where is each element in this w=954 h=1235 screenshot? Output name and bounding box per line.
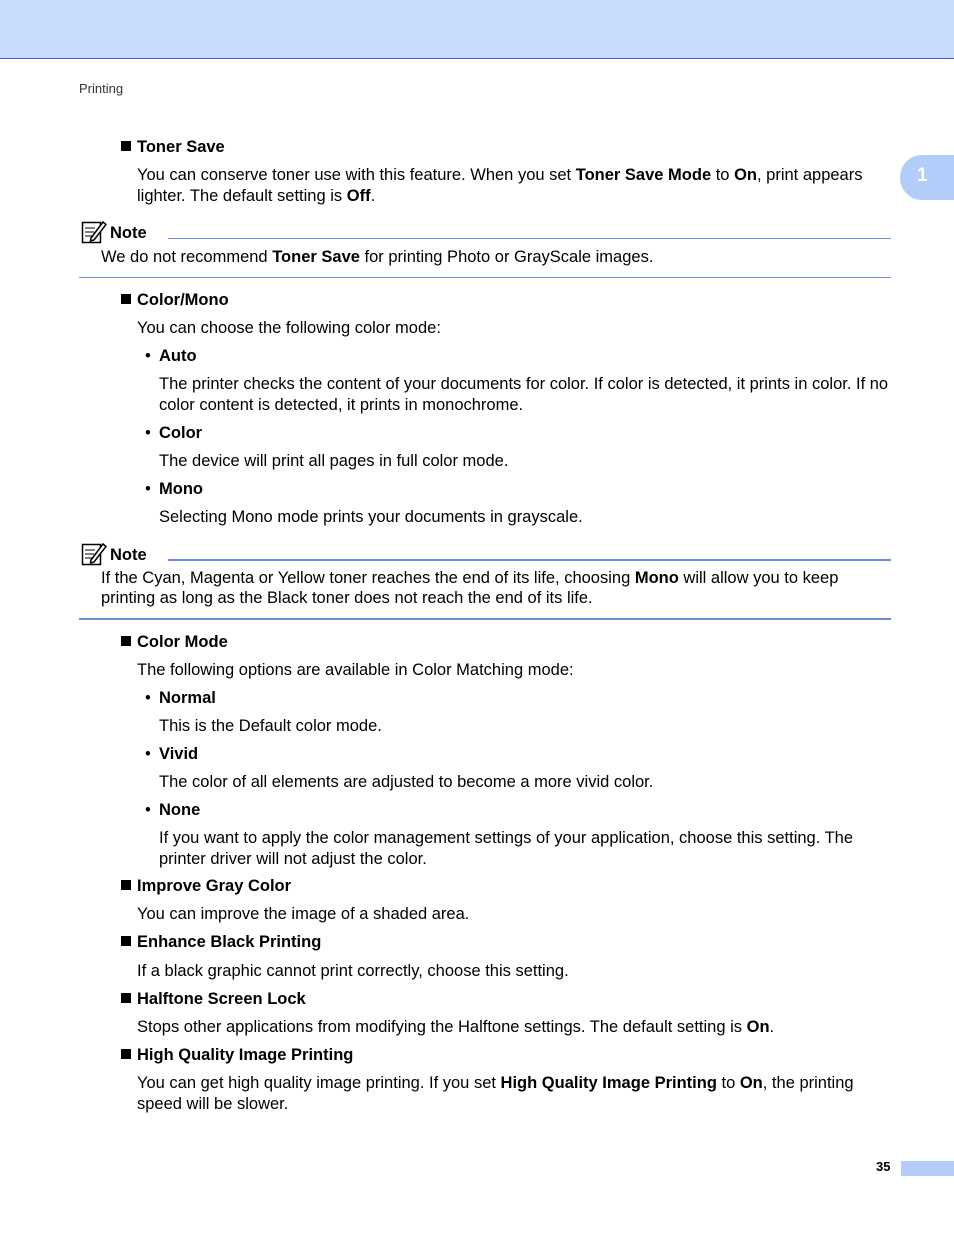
section-title-hq-image: High Quality Image Printing bbox=[121, 1045, 353, 1066]
note-top-rule bbox=[168, 559, 891, 561]
note-text: If the Cyan, Magenta or Yellow toner reaches the end of its life, choosing Mono will allow you to keep printing as long as the Black toner does not reach the end of its life. bbox=[101, 569, 839, 607]
option-vivid: • Vivid bbox=[145, 745, 199, 763]
note-top-rule bbox=[168, 238, 891, 239]
improve-gray-description: You can improve the image of a shaded area. bbox=[137, 905, 470, 923]
note-label: Note bbox=[110, 546, 147, 564]
note-label: Note bbox=[110, 224, 147, 242]
note-text: We do not recommend Toner Save for printing Photo or GrayScale images. bbox=[101, 248, 654, 266]
option-vivid-description: The color of all elements are adjusted to become a more vivid color. bbox=[159, 773, 654, 791]
square-bullet-icon bbox=[121, 636, 131, 646]
square-bullet-icon bbox=[121, 993, 131, 1003]
square-bullet-icon bbox=[121, 1049, 131, 1059]
square-bullet-icon bbox=[121, 141, 131, 151]
option-mono-description: Selecting Mono mode prints your documents in grayscale. bbox=[159, 508, 583, 526]
chapter-number: 1 bbox=[917, 165, 928, 186]
header-band bbox=[0, 0, 954, 59]
note-pencil-icon bbox=[81, 541, 107, 567]
option-none-description: If you want to apply the color management settings of your application, choose this setting. The printer driver will not adjust the color. bbox=[159, 829, 854, 868]
option-color-description: The device will print all pages in full color mode. bbox=[159, 452, 509, 470]
chapter-tab bbox=[900, 155, 954, 200]
section-title-color-mono: Color/Mono bbox=[121, 290, 229, 311]
page-number: 35 bbox=[876, 1159, 891, 1174]
halftone-lock-description: Stops other applications from modifying the Halftone settings. The default setting is On. bbox=[137, 1018, 775, 1036]
toner-save-description: You can conserve toner use with this feature. When you set Toner Save Mode to On, print appears lighter. The default setting is Off. bbox=[137, 166, 863, 205]
option-auto-description: The printer checks the content of your documents for color. If color is detected, it prints in color. If no color content is detected, it prints in monochrome. bbox=[159, 375, 889, 414]
note-bottom-rule bbox=[79, 277, 891, 278]
note-pencil-icon bbox=[81, 219, 107, 245]
footer-bar bbox=[901, 1161, 954, 1176]
enhance-black-description: If a black graphic cannot print correctly, choose this setting. bbox=[137, 962, 569, 980]
color-mono-intro: You can choose the following color mode: bbox=[137, 319, 441, 337]
section-title-halftone-lock: Halftone Screen Lock bbox=[121, 989, 306, 1010]
square-bullet-icon bbox=[121, 294, 131, 304]
option-mono: • Mono bbox=[145, 480, 203, 498]
section-title-color-mode: Color Mode bbox=[121, 632, 228, 653]
option-normal-description: This is the Default color mode. bbox=[159, 717, 382, 735]
note-bottom-rule bbox=[79, 618, 891, 620]
section-title-improve-gray: Improve Gray Color bbox=[121, 876, 291, 897]
hq-image-description: You can get high quality image printing. If you set High Quality Image Printing to On, the printing speed will be slower. bbox=[137, 1074, 854, 1113]
option-none: • None bbox=[145, 801, 201, 819]
square-bullet-icon bbox=[121, 880, 131, 890]
square-bullet-icon bbox=[121, 936, 131, 946]
section-title-toner-save: Toner Save bbox=[121, 137, 225, 158]
section-title-enhance-black: Enhance Black Printing bbox=[121, 932, 321, 953]
color-mode-intro: The following options are available in Color Matching mode: bbox=[137, 661, 574, 679]
option-auto: • Auto bbox=[145, 347, 197, 365]
option-color: • Color bbox=[145, 424, 203, 442]
option-normal: • Normal bbox=[145, 689, 216, 707]
running-head: Printing bbox=[79, 81, 124, 96]
